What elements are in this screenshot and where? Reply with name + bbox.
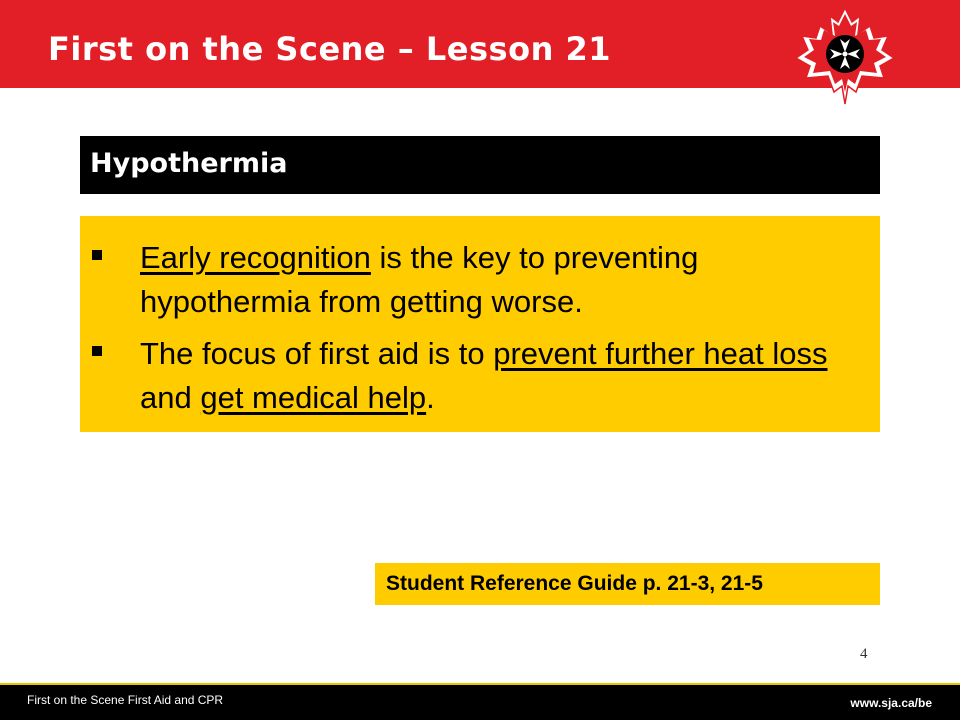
bullet-text-segment: The focus of first aid is to bbox=[140, 336, 494, 371]
bullet-text-segment: is the key to preventing hypothermia from getting worse. bbox=[140, 240, 699, 319]
footer-website-link[interactable]: www.sja.ca/be bbox=[850, 696, 932, 710]
section-title-bar bbox=[80, 136, 880, 194]
header-bar bbox=[0, 0, 960, 88]
bullet-item bbox=[92, 332, 862, 420]
square-bullet-icon bbox=[92, 346, 102, 356]
square-bullet-icon bbox=[92, 250, 102, 260]
underlined-phrase: prevent further heat loss bbox=[493, 336, 828, 371]
section-title: Hypothermia bbox=[90, 148, 288, 179]
footer-bar bbox=[0, 683, 960, 720]
key-points-box bbox=[80, 216, 880, 432]
underlined-phrase: Early recognition bbox=[140, 240, 371, 275]
maple-leaf-maltese-cross-logo-icon bbox=[790, 6, 900, 106]
footer-course-name: First on the Scene First Aid and CPR bbox=[27, 693, 224, 707]
bullet-text-segment: and bbox=[140, 380, 201, 415]
reference-callout bbox=[375, 563, 880, 605]
svg-text:TM: TM bbox=[874, 82, 883, 88]
bullet-text bbox=[92, 332, 862, 420]
reference-text: Student Reference Guide p. 21-3, 21-5 bbox=[386, 572, 763, 595]
bullet-text-segment: . bbox=[426, 380, 435, 415]
lesson-title: First on the Scene – Lesson 21 bbox=[48, 30, 612, 68]
page-number: 4 bbox=[860, 646, 868, 662]
footer-divider bbox=[0, 683, 960, 685]
bullet-text bbox=[92, 236, 862, 324]
bullet-item bbox=[92, 236, 862, 324]
underlined-phrase: get medical help bbox=[200, 380, 427, 415]
